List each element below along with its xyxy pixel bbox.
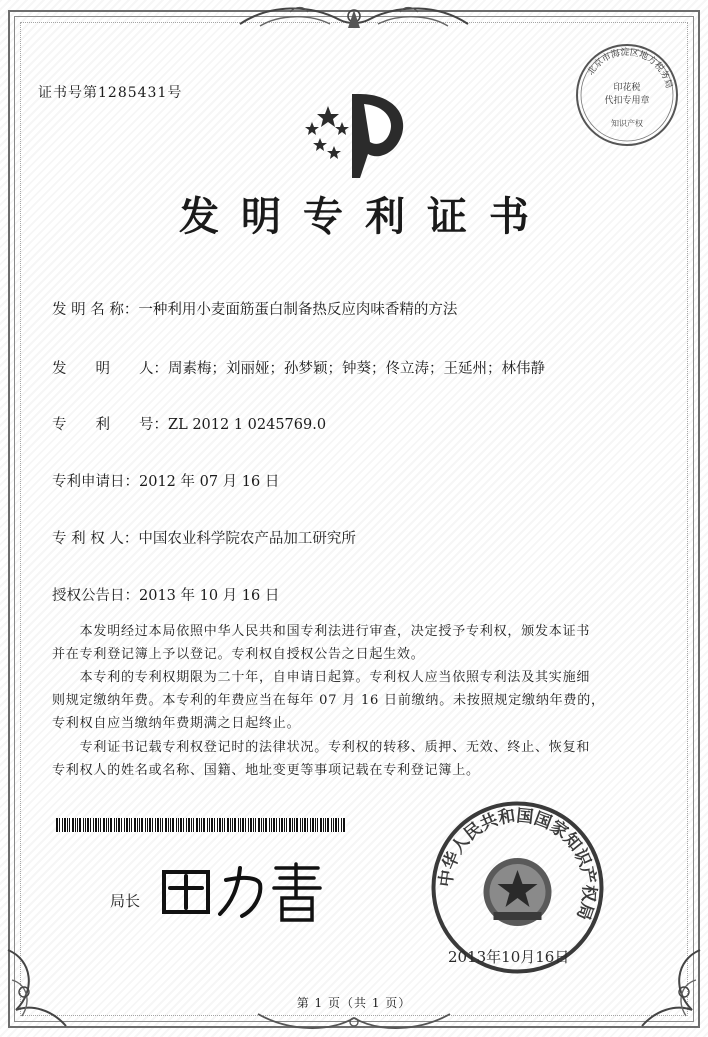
seal-date: 2013年10月16日: [448, 948, 570, 966]
paragraph-1: [52, 620, 652, 666]
seal-ring-text: 中华人民共和国国家知识产权局: [436, 806, 599, 923]
paragraph-3: [52, 736, 652, 782]
paragraph-3-line-2: 专利权人的姓名或名称、国籍、地址变更等事项记载在专利登记簿上。: [52, 763, 480, 778]
paragraph-2-line-3: 专利权自应当缴纳年费期满之日起终止。: [52, 716, 301, 731]
certificate-title: 发明专利证书: [179, 194, 551, 240]
patentee-value: 中国农业科学院农产品加工研究所: [138, 531, 356, 547]
inventors-value: 周素梅；刘丽娅；孙梦颖；钟葵；佟立涛；王延州；林伟静: [168, 361, 545, 377]
paragraph-2-line-2: 则规定缴纳年费。本专利的年费应当在每年 07 月 16 日前缴纳。未按照规定缴纳年费的，: [52, 693, 605, 708]
inventors-label: 发 明 人：: [52, 361, 168, 377]
invention-name-value: 一种利用小麦面筋蛋白制备热反应肉味香精的方法: [138, 302, 458, 318]
paragraph-1-line-1: 本发明经过本局依照中华人民共和国专利法进行审查，决定授予专利权，颁发本证书: [52, 624, 591, 639]
paragraph-2-line-1: 本专利的专利权期限为二十年，自申请日起算。专利权人应当依照专利法及其实施细: [52, 670, 591, 685]
tax-stamp-center-line2: 代扣专用章: [604, 96, 650, 106]
patent-number-value: ZL 2012 1 0245769.0: [168, 417, 327, 433]
grant-date-row: [52, 584, 279, 605]
filing-date-label: 专利申请日：: [52, 474, 139, 490]
patent-number-label: 专 利 号：: [52, 417, 168, 433]
barcode-icon: [56, 818, 346, 832]
paragraph-1-line-2: 并在专利登记簿上予以登记。专利权自授权公告之日起生效。: [52, 647, 425, 662]
invention-name-row: [52, 298, 457, 319]
director-label: 局长: [110, 892, 141, 910]
grant-date-label: 授权公告日：: [52, 588, 139, 604]
filing-date-value: 2012 年 07 月 16 日: [139, 474, 280, 490]
paragraph-3-line-1: 专利证书记载专利权登记时的法律状况。专利权的转移、质押、无效、终止、恢复和: [52, 740, 591, 755]
tax-stamp-center-line1: 印花税: [613, 83, 641, 93]
patentee-label: 专 利 权 人：: [52, 531, 139, 547]
paragraph-2: [52, 666, 652, 735]
director-signature-icon: [150, 858, 330, 928]
corner-ornament-bottom-right-icon: [636, 940, 706, 1030]
patentee-row: [52, 527, 356, 548]
invention-name-label: 发 明 名 称：: [52, 302, 139, 318]
grant-date-value: 2013 年 10 月 16 日: [139, 588, 280, 604]
page-info: 第 1 页（共 1 页）: [296, 996, 412, 1010]
patent-office-emblem-icon: [290, 82, 430, 182]
tax-stamp-bottom-text: 知识产权: [611, 119, 643, 128]
top-ornament-icon: [230, 2, 478, 32]
tax-stamp-icon: [572, 40, 682, 150]
tax-stamp-ring-text: 北京市海淀区地方税务局: [586, 47, 674, 90]
certificate-number: 证书号第1285431号: [38, 85, 183, 101]
patent-number-row: [52, 413, 326, 434]
inventors-row: [52, 357, 545, 378]
bottom-ornament-icon: [250, 1008, 458, 1034]
filing-date-row: [52, 470, 279, 491]
corner-ornament-bottom-left-icon: [2, 940, 72, 1030]
